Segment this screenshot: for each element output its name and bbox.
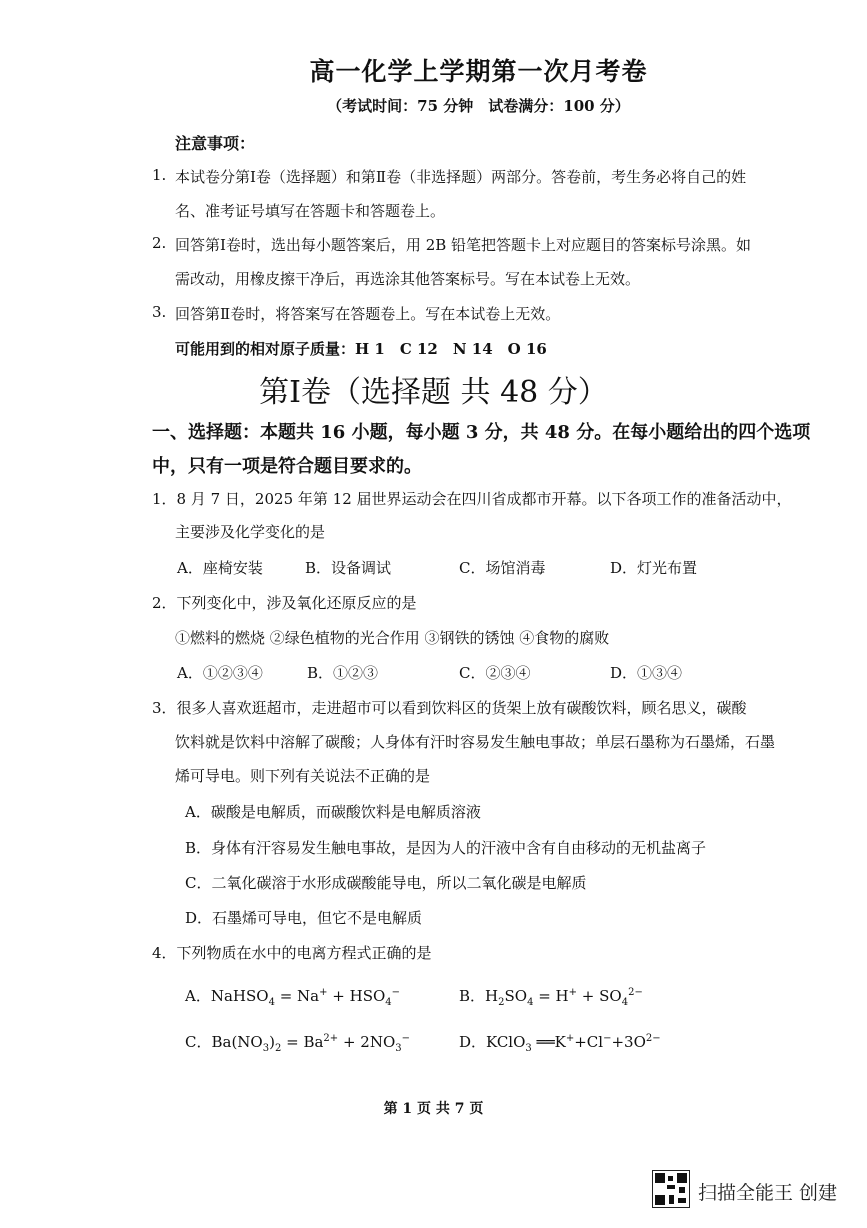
q4-option-d — [459, 1031, 661, 1052]
q3-stem-line2: 饮料就是饮料中溶解了碳酸；人身体有汗时容易发生触电事故；单层石墨称为石墨烯，石墨 — [175, 733, 776, 751]
scanner-watermark: 扫描全能王 创建 — [698, 1182, 838, 1204]
note-1-number: 1. — [152, 166, 167, 184]
q2-option-c: C．②③④ — [459, 664, 531, 682]
q4-option-b-label: B． — [459, 987, 486, 1005]
q4-stem: 4．下列物质在水中的电离方程式正确的是 — [152, 944, 432, 962]
q2-option-a: A．①②③④ — [177, 664, 263, 682]
exam-info: （考试时间：75 分钟 试卷满分：100 分） — [327, 97, 630, 115]
q3-stem-line3: 烯可导电。则下列有关说法不正确的是 — [175, 767, 431, 785]
q2-stem-line2: ①燃料的燃烧 ②绿色植物的光合作用 ③钢铁的锈蚀 ④食物的腐败 — [175, 629, 610, 647]
note-2-line1: 回答第Ⅰ卷时，选出每小题答案后，用 2B 铅笔把答题卡上对应题目的答案标号涂黑。如 — [175, 236, 752, 254]
q3-option-c: C．二氧化碳溶于水形成碳酸能导电，所以二氧化碳是电解质 — [185, 874, 587, 892]
notes-heading: 注意事项： — [175, 134, 256, 153]
q4-option-d-equation: KClO$_3$ $══K^++Cl^-+3O^{2-}$ — [486, 1033, 661, 1054]
q3-option-d: D．石墨烯可导电，但它不是电解质 — [185, 909, 423, 927]
note-3-number: 3. — [152, 303, 167, 321]
note-1-line2: 名、准考证号填写在答题卡和答题卷上。 — [175, 202, 446, 220]
q4-option-a-equation: NaHSO$_4$ = $Na^+ + HSO_4^-$ — [210, 987, 401, 1008]
q3-stem-line1: 3．很多人喜欢逛超市，走进超市可以看到饮料区的货架上放有碳酸饮料，顾名思义，碳酸 — [152, 699, 747, 717]
note-2-number: 2. — [152, 234, 167, 252]
q2-stem-line1: 2．下列变化中，涉及氧化还原反应的是 — [152, 594, 417, 612]
section-title: 第Ⅰ卷（选择题 共 48 分） — [259, 375, 608, 410]
q3-option-a: A．碳酸是电解质，而碳酸饮料是电解质溶液 — [185, 803, 481, 821]
qr-code-icon — [652, 1170, 690, 1208]
q2-option-d: D．①③④ — [610, 664, 683, 682]
part-heading-line1: 一、选择题：本题共 16 小题，每小题 3 分，共 48 分。在每小题给出的四个选项 — [152, 422, 811, 443]
q4-option-c-label: C． — [185, 1033, 212, 1051]
q4-option-a-label: A． — [185, 987, 211, 1005]
atomic-masses: 可能用到的相对原子质量：H 1 C 12 N 14 O 16 — [175, 340, 547, 358]
q2-option-b: B．①②③ — [307, 664, 379, 682]
q4-option-c — [185, 1031, 410, 1052]
q1-option-c: C．场馆消毒 — [459, 559, 546, 577]
note-2-line2: 需改动，用橡皮擦干净后，再选涂其他答案标号。写在本试卷上无效。 — [175, 270, 641, 288]
q1-option-b: B．设备调试 — [305, 559, 392, 577]
q1-option-a: A．座椅安装 — [177, 559, 263, 577]
q4-option-c-equation: $Ba(NO_3)_2 = Ba^{2+} + 2NO_3^-$ — [211, 1033, 411, 1054]
page-title: 高一化学上学期第一次月考卷 — [309, 57, 648, 86]
page-number: 第 1 页 共 7 页 — [383, 1101, 484, 1117]
q4-option-d-label: D． — [459, 1033, 487, 1051]
part-heading-line2: 中，只有一项是符合题目要求的。 — [152, 456, 422, 477]
q3-option-b: B．身体有汗容易发生触电事故，是因为人的汗液中含有自由移动的无机盐离子 — [185, 839, 707, 857]
q4-option-b-equation: $H_2SO_4 = H^+ + SO_4^{2-}$ — [485, 987, 643, 1008]
q4-option-b — [459, 985, 643, 1006]
q1-option-d: D．灯光布置 — [610, 559, 698, 577]
q1-stem-line1: 1．8 月 7 日，2025 年第 12 届世界运动会在四川省成都市开幕。以下各项工作的准备活动中， — [152, 490, 792, 508]
note-3-line1: 回答第Ⅱ卷时，将答案写在答题卷上。写在本试卷上无效。 — [175, 305, 561, 323]
q4-option-a — [185, 985, 400, 1006]
note-1-line1: 本试卷分第Ⅰ卷（选择题）和第Ⅱ卷（非选择题）两部分。答卷前，考生务必将自己的姓 — [175, 168, 747, 186]
q1-stem-line2: 主要涉及化学变化的是 — [175, 523, 326, 541]
